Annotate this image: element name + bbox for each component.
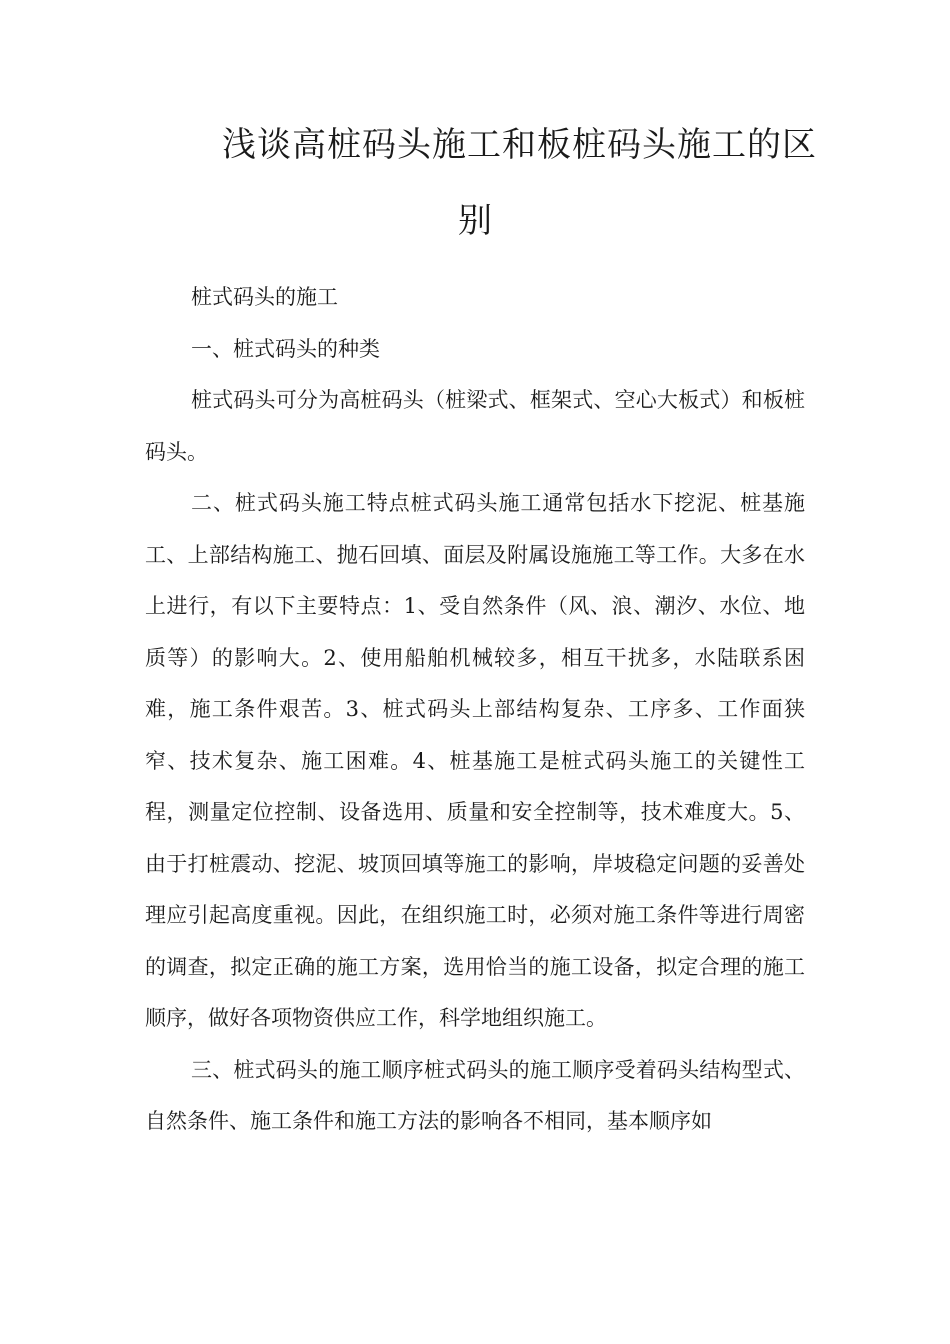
subsection-heading: 一、桩式码头的种类 [191, 336, 380, 361]
document-title-line-2: 别 [458, 201, 492, 241]
body-paragraph: 桩式码头可分为高桩码头（桩梁式、框架式、空心大板式）和板桩码头。 [145, 388, 805, 464]
body-paragraph: 二、桩式码头施工特点桩式码头施工通常包括水下挖泥、桩基施工、上部结构施工、抛石回填、面层及附属设施施工等工作。大多在水上进行，有以下主要特点：1、受自然条件（风、浪、潮汐、水位、地质等）的影响大。2、使用船舶机械较多，相互干扰多，水陆联系困难，施工条件艰苦。3、桩式码头上部结构复杂、工序多、工作面狭窄、技术复杂、施工困难。4、桩基施工是桩式码头施工的关键性工程，测量定位控制、设备选用、质量和安全控制等，技术难度大。5、由于打桩震动、挖泥、坡顶回填等施工的影响，岸坡稳定问题的妥善处理应引起高度重视。因此，在组织施工时，必须对施工条件等进行周密的调查，拟定正确的施工方案，选用恰当的施工设备，拟定合理的施工顺序，做好各项物资供应工作，科学地组织施工。 [145, 491, 805, 1030]
body-paragraph: 三、桩式码头的施工顺序桩式码头的施工顺序受着码头结构型式、自然条件、施工条件和施工方法的影响各不相同，基本顺序如 [145, 1057, 805, 1133]
document-body [145, 272, 805, 1148]
document-title-line-1: 浅谈高桩码头施工和板桩码头施工的区 [222, 125, 817, 165]
section-heading: 桩式码头的施工 [191, 285, 338, 309]
